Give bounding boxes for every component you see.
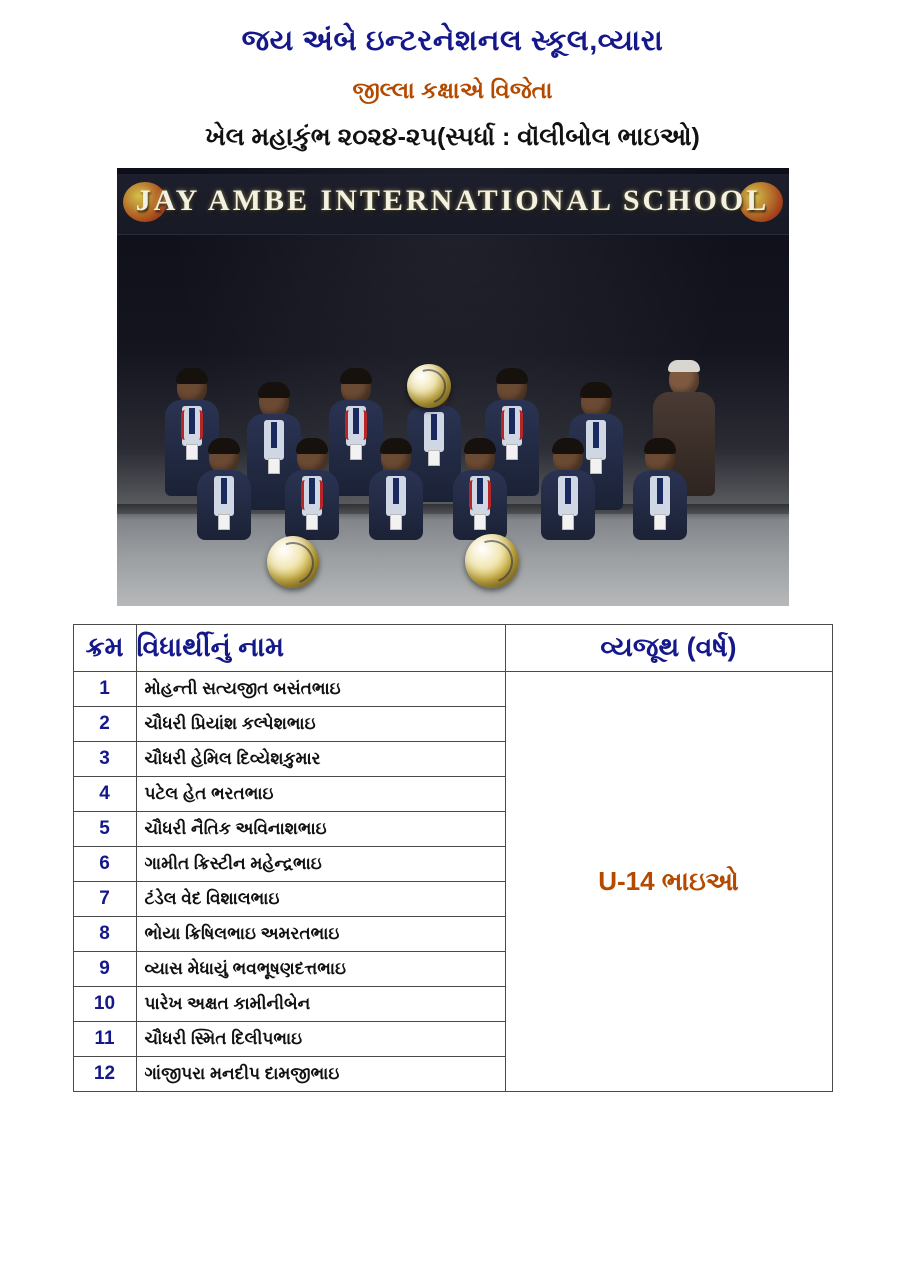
cell-name: ટંડેલ વેદ વિશાલભાઇ <box>136 882 505 917</box>
photo-person <box>369 440 423 540</box>
cell-no: 4 <box>73 777 136 812</box>
event-title: ખેલ મહાકુંભ ૨૦૨૪-૨૫(સ્પર્ધા : વૉલીબોલ ભાઇઓ) <box>205 123 700 152</box>
cell-no: 1 <box>73 672 136 707</box>
cell-name: ચૌધરી પ્રિયાંશ કલ્પેશભાઇ <box>136 707 505 742</box>
cell-no: 9 <box>73 952 136 987</box>
photo-person <box>453 440 507 540</box>
cell-name: ગામીત ક્રિસ્ટીન મહેન્દ્રભાઇ <box>136 847 505 882</box>
cell-group: U-14 ભાઇઓ <box>505 672 832 1092</box>
team-photo <box>117 168 789 606</box>
column-header-name: વિધાર્થીનું નામ <box>136 625 505 672</box>
column-header-group: વ્યજૂથ (વર્ષ) <box>505 625 832 672</box>
cell-no: 12 <box>73 1057 136 1092</box>
cell-no: 8 <box>73 917 136 952</box>
cell-no: 11 <box>73 1022 136 1057</box>
column-header-no: ક્રમ <box>73 625 136 672</box>
photo-scene <box>117 168 789 606</box>
photo-person <box>541 440 595 540</box>
cell-no: 3 <box>73 742 136 777</box>
cell-name: ગાંજીપરા મનદીપ દામજીભાઇ <box>136 1057 505 1092</box>
cell-name: પટેલ હેત ભરતભાઇ <box>136 777 505 812</box>
roster-table <box>73 624 833 1092</box>
photo-person <box>285 440 339 540</box>
cell-no: 7 <box>73 882 136 917</box>
cell-name: ચૌધરી સ્મિત દિલીપભાઇ <box>136 1022 505 1057</box>
photo-person <box>197 440 251 540</box>
photo-person <box>633 440 687 540</box>
page-title: જય અંબે ઇન્ટરનેશનલ સ્કૂલ,વ્યારા <box>241 25 664 57</box>
table-row <box>73 672 832 707</box>
roster-table-wrap <box>73 624 833 1092</box>
photo-banner <box>117 174 789 235</box>
cell-name: ભોયા ક્રિષિલભાઇ અમરતભાઇ <box>136 917 505 952</box>
cell-no: 10 <box>73 987 136 1022</box>
cell-name: ચૌધરી નૈતિક અવિનાશભાઇ <box>136 812 505 847</box>
cell-name: મોહન્તી સત્યજીત બસંતભાઇ <box>136 672 505 707</box>
subtitle: જીલ્લા કક્ષાએ વિજેતા <box>352 76 553 103</box>
volleyball-icon <box>407 364 451 408</box>
banner-text: JAY AMBE INTERNATIONAL SCHOOL <box>135 184 770 218</box>
volleyball-icon <box>267 536 319 588</box>
cell-name: પારેખ અક્ષત કામીનીબેન <box>136 987 505 1022</box>
table-header-row <box>73 625 832 672</box>
cell-name: ચૌધરી હેમિલ દિવ્યેશકુમાર <box>136 742 505 777</box>
cell-no: 6 <box>73 847 136 882</box>
volleyball-icon <box>465 534 519 588</box>
cell-no: 2 <box>73 707 136 742</box>
cell-no: 5 <box>73 812 136 847</box>
cell-name: વ્યાસ મેધાયું ભવભૂષણદત્તભાઇ <box>136 952 505 987</box>
